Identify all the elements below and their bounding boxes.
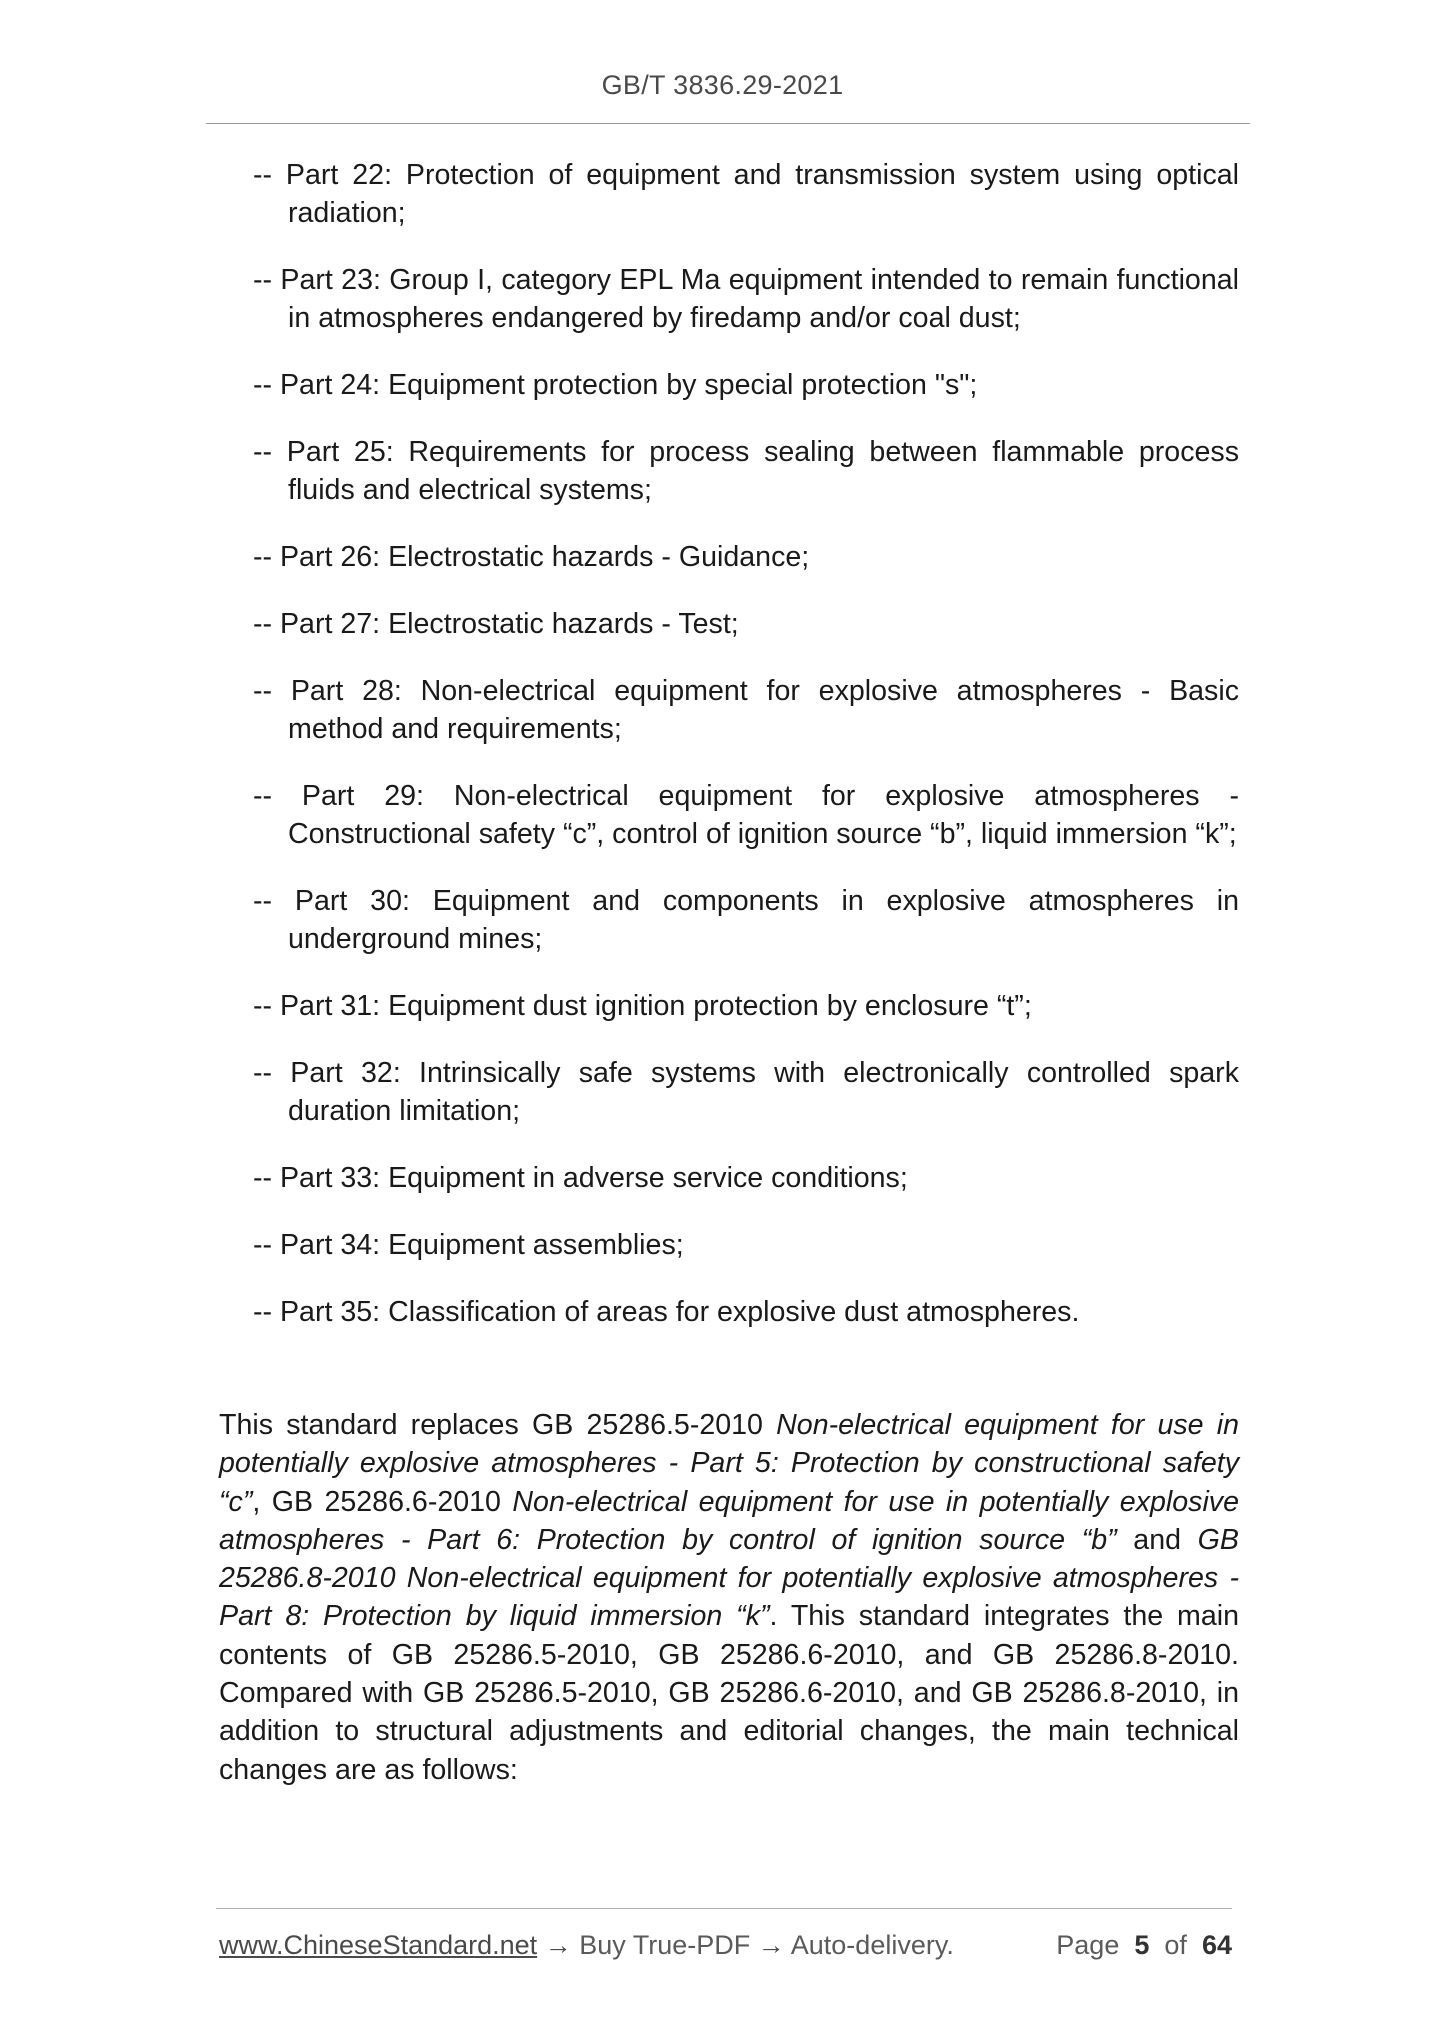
total-pages-number: 64 [1201, 1930, 1232, 1960]
replaced-standard-title-part5: Non-electrical equipment for use in potentially explosive atmospheres - Part 5: Protection by constructional safety “c” [219, 1409, 1239, 1518]
replacement-paragraph [219, 1406, 1239, 1789]
list-item-part-29: -- Part 29: Non-electrical equipment for explosive atmospheres - Constructional safety “c”, control of ignition source “b”, liquid immersion “k”; [253, 780, 1239, 850]
footer-divider [216, 1908, 1232, 1909]
parts-list [253, 156, 1239, 1360]
arrow-right-icon: → [537, 1930, 580, 1960]
document-header-id: GB/T 3836.29-2021 [601, 70, 844, 100]
list-item-part-30: -- Part 30: Equipment and components in explosive atmospheres in underground mines; [253, 885, 1239, 955]
list-item-part-25: -- Part 25: Requirements for process sealing between flammable process fluids and electrical systems; [253, 436, 1239, 506]
list-item-part-22: -- Part 22: Protection of equipment and transmission system using optical radiation; [253, 159, 1239, 229]
page-label: Page [1056, 1930, 1120, 1960]
current-page-number: 5 [1134, 1930, 1150, 1960]
list-item-part-34: -- Part 34: Equipment assemblies; [253, 1229, 684, 1261]
website-link[interactable]: www.ChineseStandard.net [219, 1930, 538, 1960]
list-item-part-28: -- Part 28: Non-electrical equipment for explosive atmospheres - Basic method and requirements; [253, 675, 1239, 745]
replaced-standard-title-part6: Non-electrical equipment for use in potentially explosive atmospheres - Part 6: Protection by control of ignition source “b” [219, 1485, 1239, 1556]
paragraph-text: , GB 25286.6-2010 [252, 1485, 513, 1518]
list-item-part-23: -- Part 23: Group I, category EPL Ma equipment intended to remain functional in atmospheres endangered by firedamp and/or coal dust; [253, 264, 1239, 334]
list-item-part-26: -- Part 26: Electrostatic hazards - Guidance; [253, 541, 810, 573]
paragraph-text: and [1116, 1523, 1198, 1556]
paragraph-text: . This standard integrates the main contents of GB 25286.5-2010, GB 25286.6-2010, and GB 25286.8-2010. Compared with GB 25286.5-2010, GB 25286.6-2010, and GB 25286.8-2010, in addition to structural adjustments and editorial changes, the main technical changes are as follows: [219, 1600, 1239, 1786]
page-footer [219, 1927, 1232, 1963]
replaced-standard-title-part8: GB 25286.8-2010 Non-electrical equipment for potentially explosive atmospheres - Part 8: Protection by liquid immersion “k” [219, 1523, 1239, 1633]
list-item-part-24: -- Part 24: Equipment protection by special protection "s"; [253, 369, 978, 401]
paragraph-text: This standard replaces GB 25286.5-2010 [219, 1409, 777, 1441]
page-number-indicator [1056, 1927, 1232, 1963]
list-item-part-33: -- Part 33: Equipment in adverse service conditions; [253, 1162, 908, 1194]
list-item-part-31: -- Part 31: Equipment dust ignition protection by enclosure “t”; [253, 990, 1032, 1022]
of-label: of [1164, 1930, 1187, 1960]
buy-true-pdf-text: Buy True-PDF [579, 1930, 751, 1960]
list-item-part-35: -- Part 35: Classification of areas for explosive dust atmospheres. [253, 1296, 1080, 1328]
arrow-right-icon: → [750, 1930, 791, 1960]
list-item-part-27: -- Part 27: Electrostatic hazards - Test; [253, 608, 739, 640]
list-item-part-32: -- Part 32: Intrinsically safe systems with electronically controlled spark duration limitation; [253, 1057, 1239, 1127]
auto-delivery-text: Auto-delivery. [790, 1930, 954, 1960]
header-divider [206, 123, 1250, 124]
